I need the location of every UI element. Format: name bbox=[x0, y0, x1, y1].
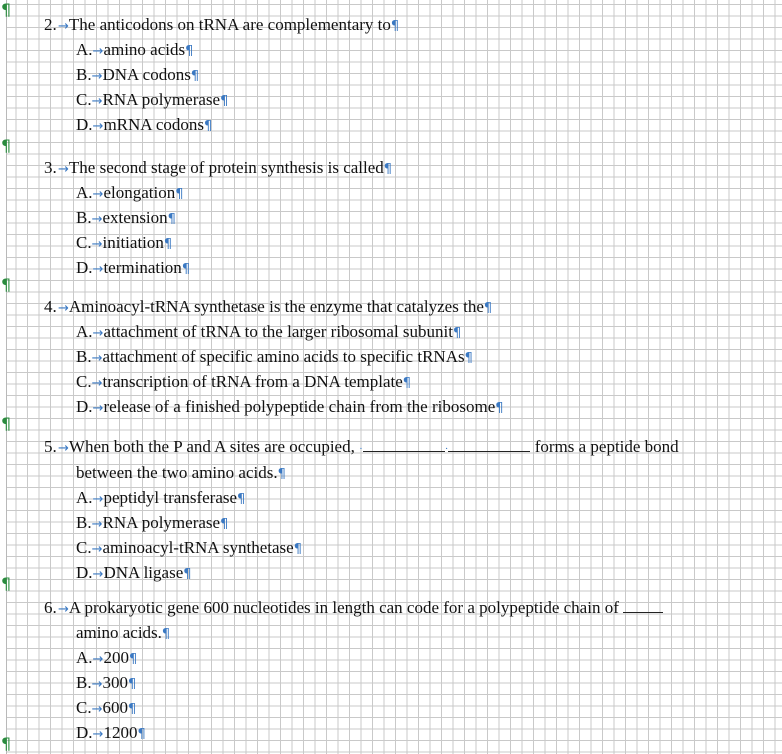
pilcrow-mark: ¶ bbox=[464, 351, 473, 366]
tab-arrow-mark: → bbox=[58, 162, 69, 177]
page-left-edge bbox=[0, 0, 7, 754]
margin-pilcrow-mark: ¶ bbox=[1, 136, 12, 155]
option-letter: B. bbox=[76, 673, 92, 692]
option-text: 600 bbox=[102, 698, 128, 717]
question-continuation bbox=[44, 621, 780, 646]
answer-option bbox=[44, 395, 780, 420]
option-text: extension bbox=[102, 208, 168, 227]
pilcrow-mark: ¶ bbox=[163, 237, 173, 252]
pilcrow-mark: ¶ bbox=[204, 119, 213, 134]
tab-arrow-mark: → bbox=[91, 94, 103, 109]
question-continuation bbox=[44, 461, 780, 486]
question-stem bbox=[44, 596, 780, 621]
option-letter: D. bbox=[76, 723, 93, 742]
answer-option bbox=[44, 256, 780, 281]
option-text: DNA ligase bbox=[103, 563, 184, 582]
option-text: attachment of tRNA to the larger ribosomal subunit bbox=[103, 322, 453, 341]
question-text-after: forms a peptide bond bbox=[534, 437, 679, 456]
option-letter: A. bbox=[76, 183, 93, 202]
answer-option bbox=[44, 206, 780, 231]
question-text: The second stage of protein synthesis is called bbox=[68, 158, 384, 177]
option-letter: B. bbox=[76, 208, 92, 227]
question-text-before: When both the P and A sites are occupied, bbox=[68, 437, 355, 456]
continuation-text: amino acids. bbox=[76, 623, 162, 642]
option-letter: B. bbox=[76, 513, 92, 532]
option-text: 200 bbox=[103, 648, 129, 667]
tab-arrow-mark: → bbox=[91, 351, 103, 366]
answer-option bbox=[44, 646, 780, 671]
answer-option bbox=[44, 671, 780, 696]
continuation-text: between the two amino acids. bbox=[76, 463, 278, 482]
tab-arrow-mark: → bbox=[91, 702, 103, 717]
tab-arrow-mark: → bbox=[58, 441, 69, 456]
option-letter: C. bbox=[76, 538, 92, 557]
question-4 bbox=[44, 295, 780, 420]
tab-arrow-mark: → bbox=[91, 517, 103, 532]
option-text: mRNA codons bbox=[103, 115, 205, 134]
option-text: elongation bbox=[103, 183, 176, 202]
tab-arrow-mark: → bbox=[92, 652, 104, 667]
pilcrow-mark: ¶ bbox=[220, 517, 229, 532]
pilcrow-mark: ¶ bbox=[495, 401, 504, 416]
tab-arrow-mark: → bbox=[58, 301, 69, 316]
answer-option bbox=[44, 696, 780, 721]
tab-arrow-mark: → bbox=[92, 326, 104, 341]
tab-arrow-mark: → bbox=[91, 237, 103, 252]
pilcrow-mark: ¶ bbox=[383, 162, 393, 177]
tab-arrow-mark: → bbox=[91, 542, 103, 557]
answer-option bbox=[44, 113, 780, 138]
option-letter: A. bbox=[76, 488, 93, 507]
question-stem bbox=[44, 435, 780, 461]
answer-option bbox=[44, 88, 780, 113]
answer-option bbox=[44, 486, 780, 511]
option-text: attachment of specific amino acids to specific tRNAs bbox=[102, 347, 465, 366]
answer-option bbox=[44, 231, 780, 256]
question-6 bbox=[44, 596, 780, 746]
question-stem bbox=[44, 295, 780, 320]
tab-arrow-mark: → bbox=[92, 44, 104, 59]
question-5 bbox=[44, 435, 780, 586]
margin-pilcrow-mark: ¶ bbox=[1, 734, 12, 753]
question-number: 4. bbox=[44, 297, 57, 316]
option-text: amino acids bbox=[103, 40, 186, 59]
pilcrow-mark: ¶ bbox=[452, 326, 462, 341]
option-letter: B. bbox=[76, 65, 92, 84]
question-number: 3. bbox=[44, 158, 57, 177]
tab-arrow-mark: → bbox=[58, 602, 69, 617]
pilcrow-mark: ¶ bbox=[128, 677, 137, 692]
answer-option bbox=[44, 181, 780, 206]
option-letter: D. bbox=[76, 563, 93, 582]
margin-pilcrow-mark: ¶ bbox=[1, 414, 12, 433]
option-letter: B. bbox=[76, 347, 92, 366]
option-text: 1200 bbox=[103, 723, 138, 742]
tab-arrow-mark: → bbox=[91, 677, 103, 692]
answer-option bbox=[44, 370, 780, 395]
pilcrow-mark: ¶ bbox=[237, 492, 246, 507]
option-text: 300 bbox=[102, 673, 128, 692]
tab-arrow-mark: → bbox=[92, 727, 104, 742]
question-text: A prokaryotic gene 600 nucleotides in length can code for a polypeptide chain of bbox=[68, 598, 619, 617]
question-2 bbox=[44, 13, 780, 138]
answer-option bbox=[44, 38, 780, 63]
question-stem bbox=[44, 156, 780, 181]
option-letter: A. bbox=[76, 648, 93, 667]
answer-blank bbox=[448, 437, 530, 452]
tab-arrow-mark: → bbox=[92, 187, 104, 202]
pilcrow-mark: ¶ bbox=[293, 542, 302, 557]
option-text: release of a finished polypeptide chain from the ribosome bbox=[103, 397, 496, 416]
option-letter: A. bbox=[76, 40, 93, 59]
option-letter: C. bbox=[76, 233, 92, 252]
tab-arrow-mark: → bbox=[58, 19, 69, 34]
answer-option bbox=[44, 561, 780, 586]
option-text: RNA polymerase bbox=[102, 513, 221, 532]
answer-option bbox=[44, 721, 780, 746]
question-number: 6. bbox=[44, 598, 57, 617]
tab-arrow-mark: → bbox=[92, 119, 104, 134]
pilcrow-mark: ¶ bbox=[185, 44, 194, 59]
tab-arrow-mark: → bbox=[91, 212, 103, 227]
answer-option bbox=[44, 320, 780, 345]
option-letter: D. bbox=[76, 115, 93, 134]
space-dot-mark: · bbox=[444, 443, 449, 455]
space-dot-mark: · bbox=[359, 443, 363, 455]
margin-pilcrow-mark: ¶ bbox=[1, 275, 12, 294]
pilcrow-mark: ¶ bbox=[175, 187, 184, 202]
pilcrow-mark: ¶ bbox=[167, 212, 176, 227]
pilcrow-mark: ¶ bbox=[183, 567, 192, 582]
option-letter: C. bbox=[76, 372, 92, 391]
option-letter: D. bbox=[76, 397, 93, 416]
pilcrow-mark: ¶ bbox=[128, 702, 137, 717]
tab-arrow-mark: → bbox=[91, 376, 103, 391]
pilcrow-mark: ¶ bbox=[220, 94, 229, 109]
answer-blank bbox=[623, 598, 663, 613]
answer-blank bbox=[363, 437, 445, 452]
question-text: The anticodons on tRNA are complementary to bbox=[68, 15, 391, 34]
pilcrow-mark: ¶ bbox=[483, 301, 493, 316]
pilcrow-mark: ¶ bbox=[190, 69, 200, 84]
option-letter: C. bbox=[76, 698, 92, 717]
option-text: aminoacyl-tRNA synthetase bbox=[102, 538, 294, 557]
option-text: initiation bbox=[102, 233, 164, 252]
pilcrow-mark: ¶ bbox=[390, 19, 400, 34]
question-number: 5. bbox=[44, 437, 57, 456]
option-letter: C. bbox=[76, 90, 92, 109]
pilcrow-mark: ¶ bbox=[128, 652, 138, 667]
question-number: 2. bbox=[44, 15, 57, 34]
pilcrow-mark: ¶ bbox=[402, 376, 412, 391]
tab-arrow-mark: → bbox=[92, 492, 104, 507]
option-text: RNA polymerase bbox=[102, 90, 221, 109]
margin-pilcrow-mark: ¶ bbox=[1, 0, 12, 19]
tab-arrow-mark: → bbox=[92, 401, 104, 416]
answer-option bbox=[44, 511, 780, 536]
option-letter: D. bbox=[76, 258, 93, 277]
option-text: transcription of tRNA from a DNA template bbox=[102, 372, 403, 391]
option-letter: A. bbox=[76, 322, 93, 341]
pilcrow-mark: ¶ bbox=[161, 627, 171, 642]
option-text: termination bbox=[103, 258, 182, 277]
answer-option bbox=[44, 63, 780, 88]
answer-option bbox=[44, 536, 780, 561]
option-text: peptidyl transferase bbox=[103, 488, 238, 507]
tab-arrow-mark: → bbox=[92, 262, 104, 277]
answer-option bbox=[44, 345, 780, 370]
tab-arrow-mark: → bbox=[91, 69, 103, 84]
pilcrow-mark: ¶ bbox=[277, 467, 286, 482]
tab-arrow-mark: → bbox=[92, 567, 104, 582]
question-stem bbox=[44, 13, 780, 38]
question-3 bbox=[44, 156, 780, 281]
option-text: DNA codons bbox=[102, 65, 191, 84]
pilcrow-mark: ¶ bbox=[181, 262, 191, 277]
pilcrow-mark: ¶ bbox=[137, 727, 146, 742]
question-text: Aminoacyl-tRNA synthetase is the enzyme that catalyzes the bbox=[68, 297, 484, 316]
margin-pilcrow-mark: ¶ bbox=[1, 574, 12, 593]
